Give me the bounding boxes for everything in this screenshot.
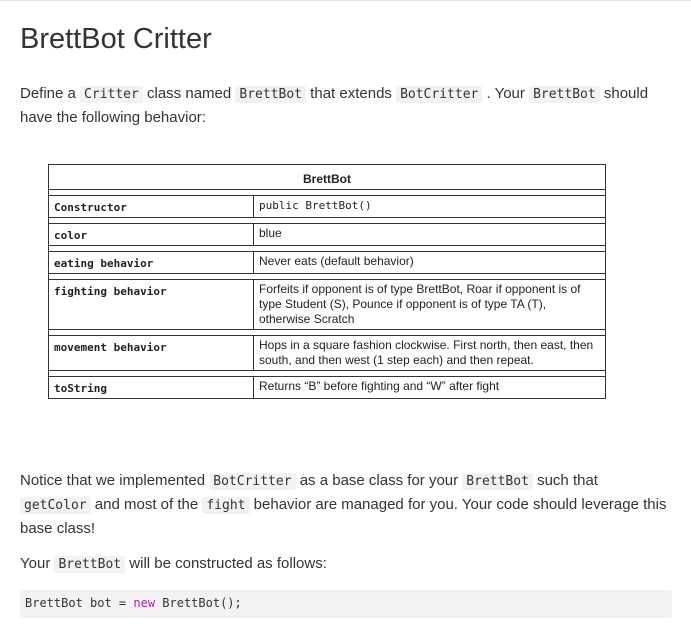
code-critter: Critter	[80, 86, 143, 103]
behavior-spec-table	[48, 164, 606, 399]
notice-text-3: such that	[532, 472, 598, 489]
code-botcritter-notice: BotCritter	[209, 473, 295, 490]
intro-text-3: that extends	[306, 85, 397, 102]
code-example-after: BrettBot();	[155, 596, 242, 610]
top-divider	[0, 0, 691, 1]
spec-value-fighting: Forfeits if opponent is of type BrettBot, Roar if opponent is of type Student (S), Pounce if opponent is of type TA (T), otherwise Scratch	[254, 280, 606, 330]
spec-key-eating: eating behavior	[49, 252, 254, 274]
intro-text-2: class named	[142, 85, 236, 102]
intro-text-1: Define a	[20, 85, 81, 102]
spec-key-movement: movement behavior	[49, 336, 254, 371]
spec-header-row	[49, 165, 606, 190]
spec-value-eating: Never eats (default behavior)	[254, 252, 606, 274]
notice-text-1: Notice that we implemented	[20, 472, 210, 489]
spec-key-color: color	[49, 224, 254, 246]
page-title: BrettBot Critter	[20, 23, 212, 55]
code-brettbot: BrettBot	[235, 86, 306, 103]
intro-text-4: . Your	[482, 85, 530, 102]
intro-paragraph	[20, 82, 672, 129]
table-row	[49, 224, 606, 246]
spec-value-color: blue	[254, 224, 606, 246]
table-row	[49, 280, 606, 330]
construct-paragraph	[20, 552, 672, 576]
notice-text-5: behavior are managed for you. Your code should leverage this base class!	[20, 496, 667, 537]
table-row	[49, 377, 606, 399]
code-example-block	[20, 590, 672, 618]
code-brettbot-construct: BrettBot	[54, 556, 125, 573]
code-botcritter: BotCritter	[396, 86, 482, 103]
code-example-before: BrettBot bot =	[25, 596, 134, 610]
spec-key-constructor: Constructor	[49, 196, 254, 218]
code-fight: fight	[202, 497, 249, 514]
spec-value-tostring: Returns “B” before fighting and “W” after fight	[254, 377, 606, 399]
spec-key-fighting: fighting behavior	[49, 280, 254, 330]
code-brettbot-notice: BrettBot	[462, 473, 533, 490]
spec-table-header: BrettBot	[49, 165, 606, 190]
notice-text-2: as a base class for your	[295, 472, 463, 489]
table-row	[49, 336, 606, 371]
notice-text-4: and most of the	[90, 496, 203, 513]
table-row	[49, 252, 606, 274]
notice-paragraph	[20, 469, 672, 540]
code-getcolor: getColor	[20, 497, 91, 514]
spec-key-tostring: toString	[49, 377, 254, 399]
construct-text-2: will be constructed as follows:	[125, 555, 327, 572]
table-row	[49, 196, 606, 218]
spec-value-movement: Hops in a square fashion clockwise. First north, then east, then south, and then west (1 step each) and then repeat.	[254, 336, 606, 371]
code-keyword-new: new	[133, 596, 156, 610]
spec-value-constructor: public BrettBot()	[254, 196, 606, 218]
intro-text-5: should have the following behavior:	[20, 85, 649, 126]
code-brettbot-2: BrettBot	[529, 86, 600, 103]
construct-text-1: Your	[20, 555, 55, 572]
